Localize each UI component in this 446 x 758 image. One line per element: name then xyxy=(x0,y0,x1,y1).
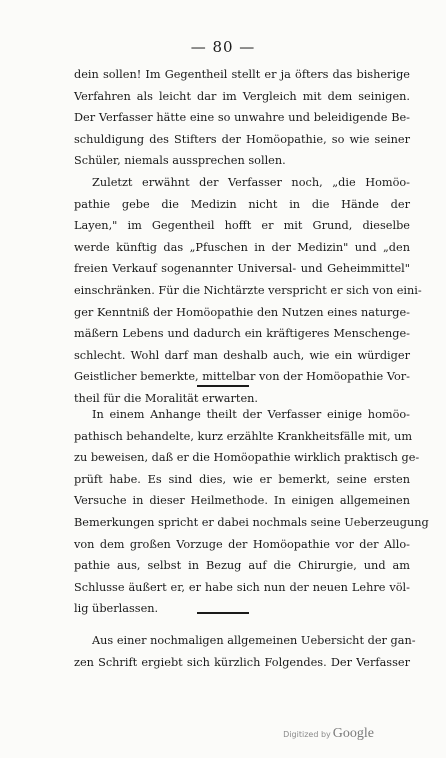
text-line: Zuletzt erwähnt der Verfasser noch, „die Homöo- xyxy=(92,176,410,189)
text-line: In einem Anhange theilt der Verfasser einige homöo- xyxy=(92,408,410,421)
text-line: freien Verkauf sogenannter Universal- und Geheimmittel" xyxy=(74,262,410,276)
text-line: werde künftig das „Pfuschen in der Medizin" und „den xyxy=(74,240,410,254)
paragraph-4 xyxy=(74,630,416,673)
text-line: von dem großen Vorzuge der Homöopathie vor der Allo- xyxy=(74,537,410,551)
text-line: pathie gebe die Medizin nicht in die Hände der xyxy=(74,197,410,211)
page-number: — 80 — xyxy=(190,38,256,56)
section-divider xyxy=(197,385,249,387)
digitization-watermark xyxy=(283,726,374,742)
text-line: Verfahren als leicht dar im Vergleich mit dem seinigen. xyxy=(74,89,410,103)
text-line: theil für die Moralität erwarten. xyxy=(74,391,259,405)
text-line: Schlusse äußert er, er habe sich nun der neuen Lehre völ- xyxy=(74,580,410,594)
text-line: zen Schrift ergiebt sich kürzlich Folgendes. Der Verfasser xyxy=(74,655,410,669)
text-line: lig überlassen. xyxy=(74,602,159,616)
watermark-prefix: Digitized by xyxy=(283,730,331,739)
text-line: pathie aus, selbst in Bezug auf die Chirurgie, und am xyxy=(74,559,410,573)
text-line: schlecht. Wohl darf man deshalb auch, wie ein würdiger xyxy=(74,348,410,362)
text-line: zu beweisen, daß er die Homöopathie wirklich praktisch ge- xyxy=(74,451,420,465)
text-line: Der Verfasser hätte eine so unwahre und beleidigende Be- xyxy=(74,111,410,125)
text-line: schuldigung des Stifters der Homöopathie, so wie seiner xyxy=(74,132,410,146)
paragraph-2 xyxy=(74,172,422,410)
text-line: einschränken. Für die Nichtärzte verspricht er sich von eini- xyxy=(74,283,422,297)
text-line: Aus einer nochmaligen allgemeinen Uebersicht der gan- xyxy=(92,634,416,647)
text-line: pathisch behandelte, kurz erzählte Krankheitsfälle mit, um xyxy=(74,429,413,443)
paragraph-3 xyxy=(74,404,429,620)
paragraph-1 xyxy=(74,64,410,172)
text-line: Layen," im Gegentheil hofft er mit Grund, dieselbe xyxy=(74,219,410,233)
section-divider xyxy=(197,612,249,614)
text-line: ger Kenntniß der Homöopathie den Nutzen eines naturge- xyxy=(74,305,410,319)
text-line: dein sollen! Im Gegentheil stellt er ja öfters das bisherige xyxy=(74,68,410,81)
text-line: Versuche in dieser Heilmethode. In einigen allgemeinen xyxy=(74,494,410,508)
text-line: Geistlicher bemerkte, mittelbar von der Homöopathie Vor- xyxy=(74,370,410,384)
watermark-brand: Google xyxy=(332,726,374,741)
text-line: mäßern Lebens und dadurch ein kräftigeres Menschenge- xyxy=(74,327,410,341)
text-line: Bemerkungen spricht er dabei nochmals seine Ueberzeugung xyxy=(74,515,429,529)
text-line: Schüler, niemals aussprechen sollen. xyxy=(74,154,286,168)
text-line: prüft habe. Es sind dies, wie er bemerkt, seine ersten xyxy=(74,472,410,486)
